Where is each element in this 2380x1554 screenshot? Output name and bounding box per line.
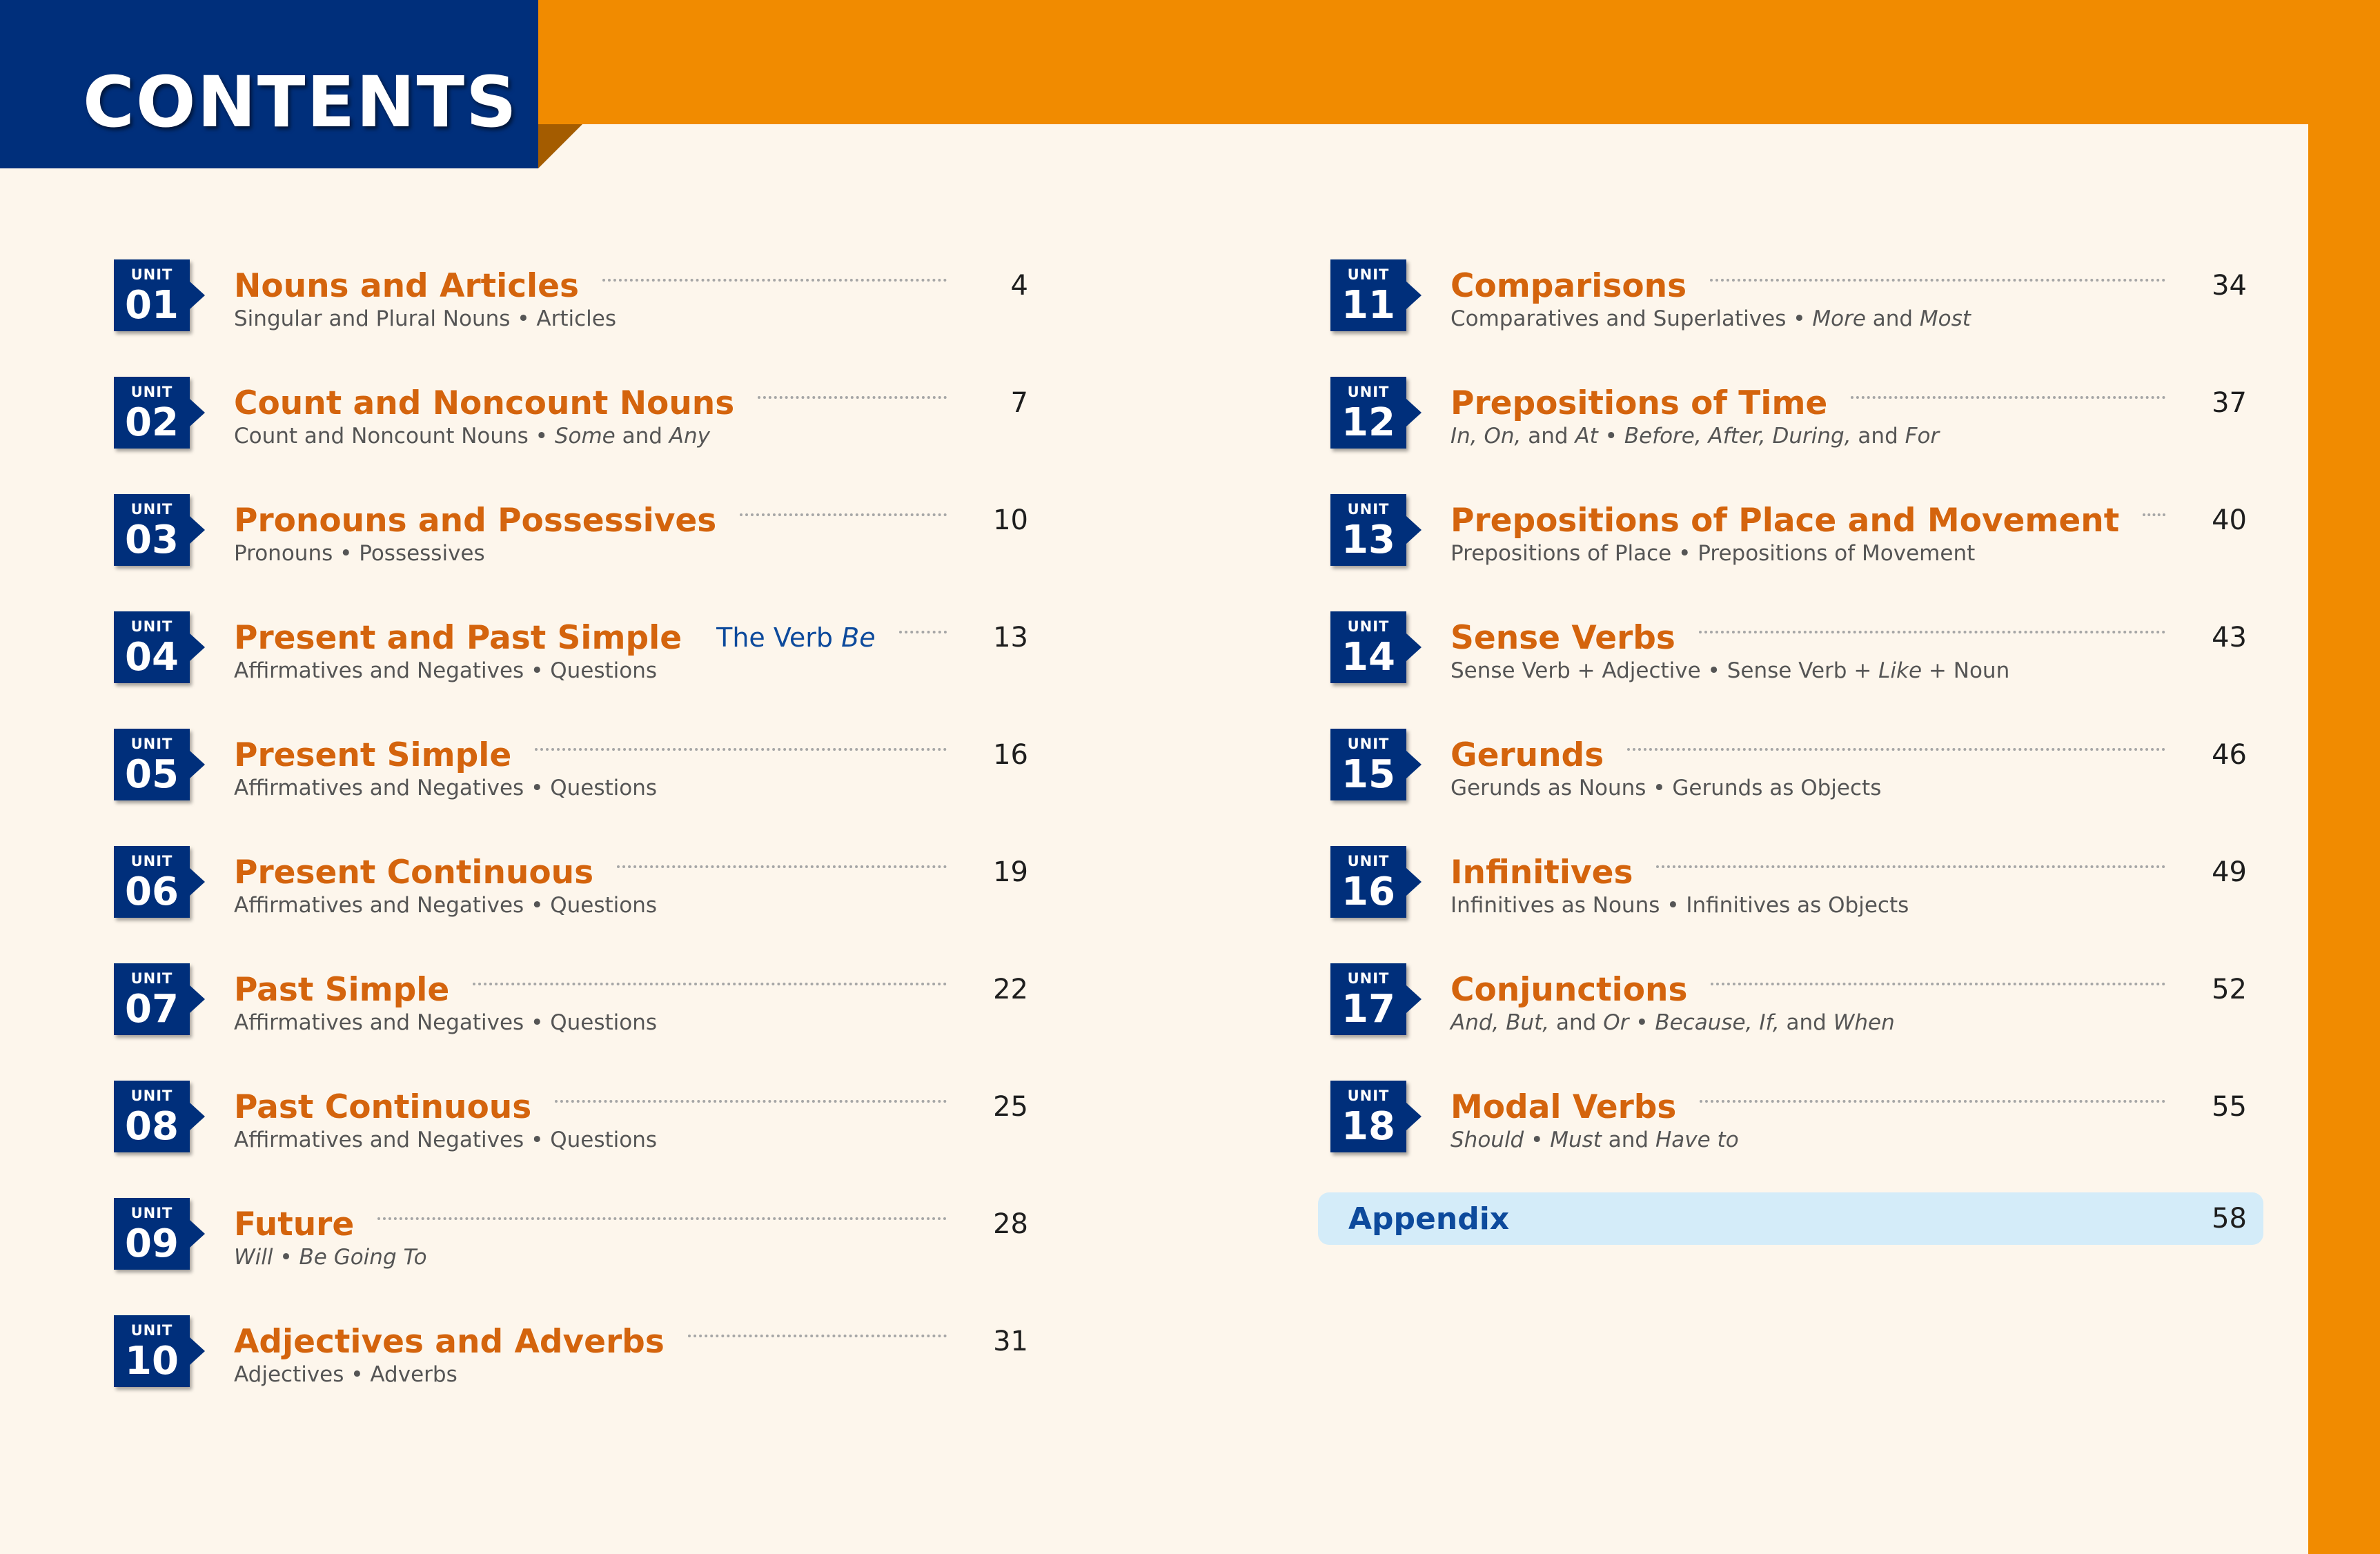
subtitle-part: Be Going To (299, 1245, 427, 1270)
toc-entry[interactable] (1330, 1081, 2247, 1163)
page-number: 22 (993, 974, 1028, 1005)
subtitle-part: Affirmatives and Negatives • Questions (234, 1128, 658, 1152)
unit-badge (1330, 846, 1406, 918)
unit-subtitle (1450, 1128, 1739, 1152)
badge-unit-number: 01 (125, 283, 179, 328)
page-number: 37 (2212, 387, 2247, 419)
badge-unit-label: UNIT (1347, 970, 1390, 987)
badge-unit-label: UNIT (130, 853, 173, 869)
unit-badge (1330, 963, 1406, 1035)
unit-title: Future (234, 1205, 355, 1243)
unit-title: Past Continuous (234, 1088, 532, 1126)
subtitle-part: Infinitives as Nouns • Infinitives as Objects (1450, 893, 1909, 918)
unit-subtitle (234, 306, 616, 331)
unit-title: Nouns and Articles (234, 266, 580, 305)
unit-title: Pronouns and Possessives (234, 501, 717, 540)
toc-entry[interactable] (114, 963, 1028, 1046)
unit-title: Infinitives (1450, 853, 1633, 892)
toc-entry[interactable] (114, 729, 1028, 812)
subtitle-part: + Noun (1922, 658, 2010, 683)
unit-subtitle (234, 776, 657, 800)
title-row (1450, 264, 2247, 308)
title-row (234, 1085, 1028, 1129)
unit-title: Gerunds (1450, 736, 1604, 774)
page-number: 40 (2212, 504, 2247, 536)
page-number: 49 (2212, 856, 2247, 888)
title-row (234, 733, 1028, 777)
title-row (234, 1319, 1028, 1364)
subtitle-part: And, But, (1450, 1010, 1550, 1035)
title-row (1450, 381, 2247, 425)
unit-subtitle (1450, 424, 1939, 449)
subtitle-part: Any (669, 424, 710, 449)
subtitle-part: Affirmatives and Negatives • Questions (234, 776, 658, 800)
dot-leader (1711, 983, 2165, 985)
unit-subtitle (234, 1245, 427, 1270)
unit-title: Modal Verbs (1450, 1088, 1677, 1126)
page-number: 19 (993, 856, 1028, 888)
subtitle-part: Like (1878, 658, 1922, 683)
subtitle-part: Affirmatives and Negatives • Questions (234, 658, 658, 683)
badge-unit-number: 18 (1341, 1104, 1395, 1149)
subtitle-part: More (1812, 306, 1866, 331)
dot-leader (1699, 631, 2165, 633)
title-row (234, 616, 1028, 660)
unit-title: Conjunctions (1450, 970, 1688, 1009)
toc-entry[interactable] (1330, 494, 2247, 577)
subtitle-part: and (615, 424, 669, 449)
dot-leader (758, 396, 947, 399)
page-number: 52 (2212, 974, 2247, 1005)
badge-unit-number: 04 (125, 635, 179, 680)
unit-badge (1330, 377, 1406, 449)
subtitle-part: • (1597, 424, 1624, 449)
badge-unit-label: UNIT (1347, 618, 1390, 635)
title-row (1450, 498, 2247, 542)
dot-leader (1851, 396, 2165, 399)
page-number: 31 (993, 1326, 1028, 1357)
badge-unit-label: UNIT (1347, 266, 1390, 283)
dot-leader (1710, 279, 2165, 282)
unit-subtitle (1450, 893, 1909, 918)
unit-subtitle (1450, 306, 1971, 331)
toc-entry[interactable] (114, 1081, 1028, 1163)
title-row (234, 381, 1028, 425)
unit-subtitle (234, 424, 710, 449)
unit-badge (114, 377, 190, 449)
unit-title: Sense Verbs (1450, 618, 1675, 657)
unit-title: Present Continuous (234, 853, 594, 892)
subtitle-part: Adjectives • Adverbs (234, 1362, 458, 1387)
subtitle-part: • (1524, 1128, 1551, 1152)
toc-entry[interactable] (1330, 963, 2247, 1046)
page-number: 46 (2212, 739, 2247, 771)
extra-italic-text: Be (841, 622, 876, 653)
badge-unit-label: UNIT (130, 266, 173, 283)
dot-leader (1627, 748, 2165, 751)
dot-leader (1700, 1100, 2165, 1103)
subtitle-part: Singular and Plural Nouns • Articles (234, 306, 617, 331)
page-number: 43 (2212, 622, 2247, 653)
badge-unit-number: 12 (1341, 400, 1395, 445)
unit-subtitle (234, 1362, 458, 1387)
unit-badge (1330, 1081, 1406, 1152)
subtitle-part: Most (1919, 306, 1971, 331)
subtitle-part: Prepositions of Place • Prepositions of Movement (1450, 541, 1976, 566)
unit-subtitle (1450, 541, 1975, 566)
subtitle-part: Affirmatives and Negatives • Questions (234, 893, 658, 918)
unit-subtitle (1450, 658, 2009, 683)
subtitle-part: Will (234, 1245, 273, 1270)
dot-leader (377, 1217, 947, 1220)
toc-entry[interactable] (114, 494, 1028, 577)
unit-subtitle (234, 1128, 657, 1152)
subtitle-part: and (1601, 1128, 1655, 1152)
unit-badge (114, 611, 190, 683)
unit-badge (114, 1198, 190, 1270)
badge-unit-label: UNIT (130, 1088, 173, 1104)
badge-unit-label: UNIT (1347, 384, 1390, 400)
dot-leader (2143, 513, 2165, 516)
title-row (234, 1202, 1028, 1246)
title-row (234, 850, 1028, 894)
badge-unit-number: 15 (1341, 752, 1395, 797)
appendix-row[interactable] (1318, 1192, 2263, 1245)
toc-entry[interactable] (114, 611, 1028, 694)
badge-unit-number: 09 (125, 1221, 179, 1266)
page-number: 13 (993, 622, 1028, 653)
header-banner (0, 0, 538, 168)
unit-title: Adjectives and Adverbs (234, 1322, 665, 1361)
badge-unit-label: UNIT (130, 501, 173, 518)
badge-unit-number: 03 (125, 518, 179, 562)
subtitle-part: • (273, 1245, 299, 1270)
unit-title: Prepositions of Time (1450, 384, 1828, 422)
title-row (234, 264, 1028, 308)
unit-subtitle (1450, 1010, 1895, 1035)
unit-badge (114, 729, 190, 800)
badge-unit-label: UNIT (1347, 736, 1390, 752)
subtitle-part: Gerunds as Nouns • Gerunds as Objects (1450, 776, 1882, 800)
unit-title: Past Simple (234, 970, 450, 1009)
subtitle-part: Some (554, 424, 616, 449)
badge-unit-number: 02 (125, 400, 179, 445)
title-row (1450, 1085, 2247, 1129)
unit-title: Present and Past Simple (234, 618, 682, 657)
subtitle-part: Comparatives and Superlatives • (1450, 306, 1813, 331)
appendix-label: Appendix (1348, 1201, 1510, 1237)
subtitle-part: Affirmatives and Negatives • Questions (234, 1010, 658, 1035)
badge-unit-label: UNIT (130, 1205, 173, 1221)
dot-leader (602, 279, 947, 282)
badge-unit-label: UNIT (1347, 1088, 1390, 1104)
subtitle-part: Should (1450, 1128, 1524, 1152)
badge-unit-label: UNIT (130, 384, 173, 400)
unit-subtitle (234, 541, 485, 566)
title-row (234, 498, 1028, 542)
page-number: 7 (1010, 387, 1028, 419)
badge-unit-number: 14 (1341, 635, 1395, 680)
subtitle-part: Pronouns • Possessives (234, 541, 485, 566)
subtitle-part: Count and Noncount Nouns • (234, 424, 555, 449)
badge-unit-label: UNIT (130, 970, 173, 987)
unit-title: Prepositions of Place and Movement (1450, 501, 2120, 540)
unit-badge (114, 1081, 190, 1152)
subtitle-part: In, On, (1450, 424, 1522, 449)
unit-badge (1330, 494, 1406, 566)
dot-leader (617, 865, 947, 868)
unit-badge (114, 846, 190, 918)
badge-unit-number: 08 (125, 1104, 179, 1149)
toc-entry[interactable] (114, 377, 1028, 460)
toc-entry[interactable] (114, 846, 1028, 929)
subtitle-part: Sense Verb + Adjective • Sense Verb + (1450, 658, 1879, 683)
page-title: CONTENTS (83, 61, 518, 144)
badge-unit-label: UNIT (130, 736, 173, 752)
badge-unit-number: 16 (1341, 869, 1395, 914)
dot-leader (740, 513, 947, 516)
subtitle-part: and (1851, 424, 1905, 449)
extra-text: The Verb (716, 622, 842, 653)
unit-badge (1330, 729, 1406, 800)
unit-badge (114, 963, 190, 1035)
unit-title: Comparisons (1450, 266, 1687, 305)
toc-entry[interactable] (1330, 729, 2247, 812)
dot-leader (688, 1335, 947, 1337)
page-number: 10 (993, 504, 1028, 536)
subtitle-part: • (1629, 1010, 1655, 1035)
page-number: 16 (993, 739, 1028, 771)
dot-leader (1656, 865, 2165, 868)
unit-badge (114, 1315, 190, 1387)
appendix-page-number: 58 (2212, 1203, 2247, 1235)
toc-entry[interactable] (1330, 846, 2247, 929)
title-row (1450, 733, 2247, 777)
toc-entry[interactable] (114, 259, 1028, 342)
badge-unit-number: 05 (125, 752, 179, 797)
unit-subtitle (234, 893, 657, 918)
toc-entry[interactable] (1330, 259, 2247, 342)
subtitle-part: For (1905, 424, 1940, 449)
dot-leader (473, 983, 947, 985)
subtitle-part: and (1779, 1010, 1833, 1035)
subtitle-part: Because, If, (1655, 1010, 1780, 1035)
unit-title: Count and Noncount Nouns (234, 384, 735, 422)
badge-unit-number: 06 (125, 869, 179, 914)
subtitle-part: Have to (1655, 1128, 1739, 1152)
badge-unit-label: UNIT (130, 618, 173, 635)
unit-extra-label (716, 622, 875, 653)
subtitle-part: and (1865, 306, 1920, 331)
badge-unit-number: 07 (125, 987, 179, 1032)
badge-unit-label: UNIT (1347, 853, 1390, 869)
subtitle-part: Before, After, During, (1624, 424, 1851, 449)
toc-entry[interactable] (1330, 377, 2247, 460)
unit-badge (114, 259, 190, 331)
page-number: 25 (993, 1091, 1028, 1123)
subtitle-part: Or (1603, 1010, 1629, 1035)
badge-unit-number: 10 (125, 1339, 179, 1384)
unit-badge (1330, 259, 1406, 331)
badge-unit-label: UNIT (130, 1322, 173, 1339)
title-row (1450, 616, 2247, 660)
badge-unit-number: 13 (1341, 518, 1395, 562)
toc-entry[interactable] (114, 1198, 1028, 1281)
badge-unit-label: UNIT (1347, 501, 1390, 518)
page-number: 34 (2212, 270, 2247, 302)
badge-unit-number: 11 (1341, 283, 1395, 328)
unit-badge (114, 494, 190, 566)
subtitle-part: and (1521, 424, 1575, 449)
subtitle-part: and (1549, 1010, 1604, 1035)
subtitle-part: At (1575, 424, 1598, 449)
dot-leader (899, 631, 947, 633)
unit-subtitle (234, 1010, 657, 1035)
toc-entry[interactable] (1330, 611, 2247, 694)
title-row (1450, 850, 2247, 894)
page-number: 28 (993, 1208, 1028, 1240)
page-number: 4 (1010, 270, 1028, 302)
subtitle-part: Must (1550, 1128, 1602, 1152)
dot-leader (535, 748, 947, 751)
dot-leader (555, 1100, 947, 1103)
header-fold-shadow (538, 124, 582, 168)
page-number: 55 (2212, 1091, 2247, 1123)
toc-entry[interactable] (114, 1315, 1028, 1398)
unit-subtitle (1450, 776, 1881, 800)
title-row (1450, 967, 2247, 1012)
badge-unit-number: 17 (1341, 987, 1395, 1032)
subtitle-part: When (1833, 1010, 1895, 1035)
unit-subtitle (234, 658, 657, 683)
title-row (234, 967, 1028, 1012)
unit-badge (1330, 611, 1406, 683)
unit-title: Present Simple (234, 736, 512, 774)
